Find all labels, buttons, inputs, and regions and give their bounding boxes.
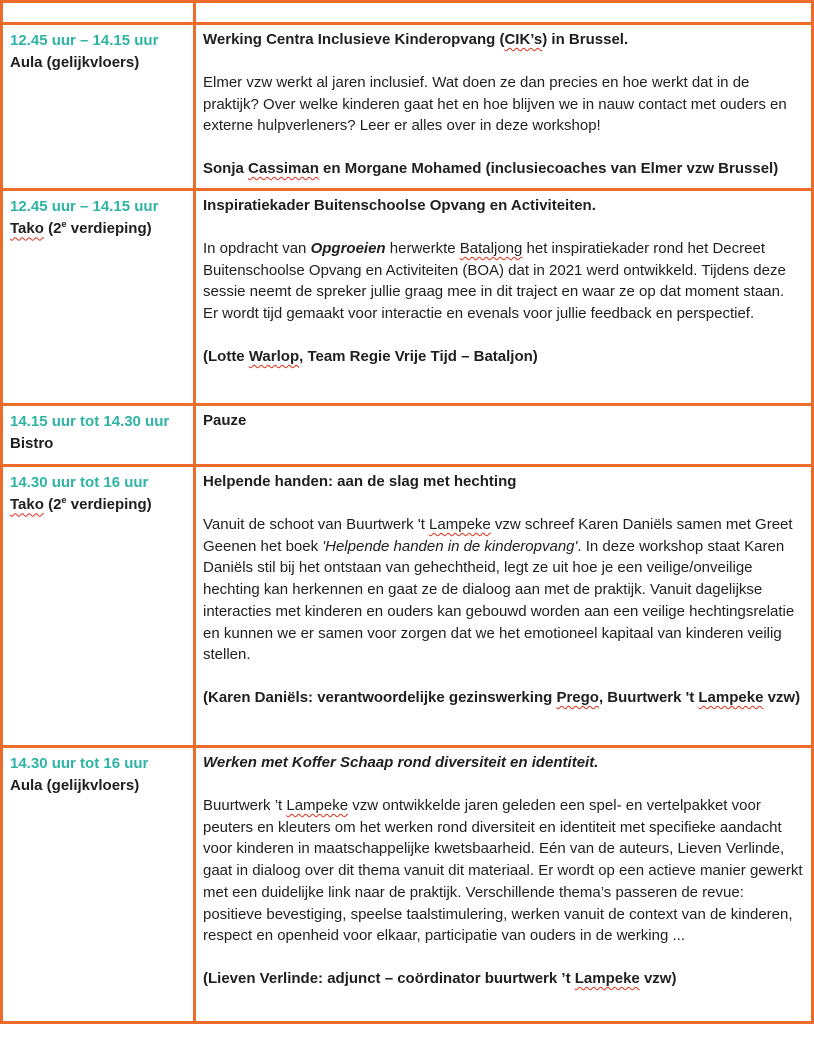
session-details-cell [195, 466, 813, 747]
text-run: Tako [10, 220, 44, 238]
session-time: 12.45 uur – 14.15 uur [10, 32, 159, 49]
text-run: Warlop [248, 347, 300, 365]
schedule-row [2, 405, 813, 466]
session-description [203, 752, 803, 990]
text-run: In opdracht van [203, 239, 311, 257]
text-run: vzw) [763, 689, 801, 706]
paragraph [203, 687, 803, 709]
text-run: e [61, 495, 67, 506]
text-run: Aula (gelijkvloers) [10, 54, 140, 72]
text-run: e [61, 219, 67, 230]
paragraph [203, 752, 803, 774]
text-run: Tako [10, 496, 44, 514]
session-description [203, 471, 803, 709]
text-run: vzw schreef Karen Daniëls samen met Greet Geenen het boek [203, 515, 793, 555]
text-run: Helpende handen: aan de slag met hechting [203, 473, 517, 490]
text-run: Bistro [10, 435, 54, 453]
paragraph [203, 158, 803, 180]
session-details-cell [195, 405, 813, 466]
text-run: Aula (gelijkvloers) [10, 777, 140, 795]
text-run: Lampeke [574, 970, 640, 987]
session-time-cell [2, 466, 195, 747]
text-run: Lampeke [429, 515, 491, 533]
paragraph [203, 238, 803, 325]
text-run: Inspiratiekader Buitenschoolse Opvang en Activiteiten. [203, 197, 596, 214]
text-run: Elmer vzw werkt al jaren inclusief. Wat doen ze dan precies en hoe werkt dat in de praktijk? Over welke kinderen gaat het en hoe blijven we in nauw contact met ouders en externe hulpverleners? Leer er alles over in deze workshop! [203, 73, 787, 135]
paragraph [203, 29, 803, 51]
session-location [10, 775, 185, 797]
text-run: Lampeke [698, 689, 764, 706]
text-run: Cassiman [248, 160, 319, 177]
text-run: het inspiratiekader rond het Decreet Buitenschoolse Opvang en Activiteiten (BOA) dat in 2021 werd ontwikkeld. Tijdens deze sessie neemt de spreker jullie graag mee in dit traject en waar ze op dat moment staan. Er wordt tijd gemaakt voor interactie en evenals voor jullie feedback en perspectief. [203, 239, 786, 322]
session-location [10, 52, 185, 74]
text-run: . In deze workshop staat Karen Daniëls stil bij het ontstaan van gehechtheid, legt ze uit hoe je een veilige/onveilige hechting kan herkennen en gaat ze de dialoog aan met de praktijk. Vanuit dagelijkse interacties met kinderen en ouders kan gebouwd worden aan een veilige hechtingsrelatie en kunnen we er samen voor zorgen dat we het emotioneel kapitaal van kinderen veilig stellen. [203, 537, 795, 664]
paragraph [203, 968, 803, 990]
session-details-cell [195, 2, 813, 24]
session-time-cell [2, 24, 195, 190]
session-details-cell [195, 24, 813, 190]
text-run: Buurtwerk ’t [203, 796, 287, 814]
session-time: 14.30 uur tot 16 uur [10, 755, 149, 772]
schedule-row [2, 190, 813, 405]
session-time-cell [2, 190, 195, 405]
text-run: (Lieven Verlinde: adjunct – coördinator buurtwerk ’t [203, 970, 575, 987]
text-run: (2 [43, 496, 62, 514]
text-run: , Team Regie Vrije Tijd – Bataljon) [299, 347, 538, 365]
session-details-cell [195, 190, 813, 405]
session-description [203, 410, 803, 432]
text-run: herwerkte [385, 239, 460, 257]
text-run: , Buurtwerk 't [598, 689, 699, 706]
paragraph [203, 410, 803, 432]
text-run: CIK’s [504, 31, 543, 48]
text-run: verdieping) [66, 220, 152, 238]
text-run: Pauze [203, 412, 247, 429]
session-time-cell [2, 747, 195, 1023]
text-run: (Lotte [203, 347, 249, 365]
session-location [10, 494, 185, 516]
session-time: 14.15 uur tot 14.30 uur [10, 413, 170, 430]
text-run: Opgroeien [310, 239, 386, 257]
paragraph [203, 514, 803, 666]
session-time-cell [2, 2, 195, 24]
paragraph [203, 471, 803, 493]
text-run: verdieping) [66, 496, 152, 514]
text-run: vzw) [639, 970, 677, 987]
text-run: Werken met Koffer Schaap rond diversiteit en identiteit. [203, 754, 599, 771]
paragraph [203, 195, 803, 217]
text-run: (Karen Daniëls: verantwoordelijke gezinswerking [203, 689, 557, 706]
text-run: Lampeke [286, 796, 349, 814]
schedule-row [2, 2, 813, 24]
session-time-cell [2, 405, 195, 466]
session-location [10, 218, 185, 240]
paragraph [203, 795, 803, 947]
text-run: (2 [43, 220, 62, 238]
text-run: Werking Centra Inclusieve Kinderopvang ( [203, 31, 505, 48]
schedule-row [2, 24, 813, 190]
paragraph [203, 346, 803, 368]
text-run: Prego [556, 689, 599, 706]
session-description [203, 29, 803, 180]
session-details-cell [195, 747, 813, 1023]
text-run: en Morgane Mohamed (inclusiecoaches van Elmer vzw Brussel) [318, 160, 779, 177]
text-run: vzw ontwikkelde jaren geleden een spel- en vertelpakket voor peuters en kleuters om het werken rond diversiteit en identiteit met specifieke aandacht voor kinderen in maatschappelijke kwetsbaarheid. Eén van de auteurs, Lieven Verlinde, gaat in dialoog over dit thema vanuit dit materiaal. Er wordt op een actieve manier gewerkt met een duidelijke link naar de praktijk. Verschillende thema’s passeren de revue: positieve bevestiging, speelse taalstimulering, werken vanuit de context van de kinderen, respect en openheid voor elkaar, participatie van ouders in de werking ... [203, 796, 803, 945]
text-run: 'Helpende handen in de kinderopvang' [322, 537, 578, 555]
paragraph [203, 72, 803, 137]
session-location [10, 433, 185, 455]
text-run: Vanuit de schoot van Buurtwerk 't [203, 515, 430, 533]
text-run: Bataljong [459, 239, 523, 257]
session-time: 12.45 uur – 14.15 uur [10, 198, 159, 215]
text-run: Sonja [203, 160, 249, 177]
session-time: 14.30 uur tot 16 uur [10, 474, 149, 491]
schedule-row [2, 466, 813, 747]
schedule-row [2, 747, 813, 1023]
text-run: ) in Brussel. [542, 31, 629, 48]
session-description [203, 195, 803, 368]
